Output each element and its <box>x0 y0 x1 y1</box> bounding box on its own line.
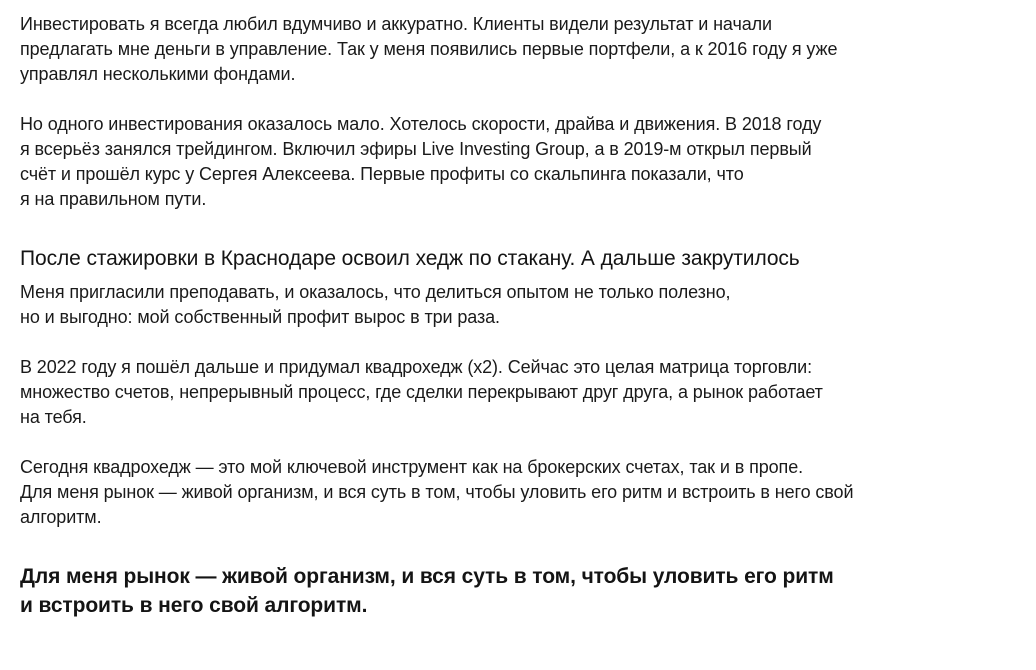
section-paragraph-1 <box>20 280 1020 330</box>
intro-paragraph-2 <box>20 112 1020 212</box>
text-line: Меня пригласили преподавать, и оказалось, что делиться опытом не только полезно, <box>20 282 731 302</box>
paragraph-spacer <box>20 330 1020 355</box>
quote-spacer <box>20 530 1020 562</box>
text-line: я на правильном пути. <box>20 189 207 209</box>
text-line: на тебя. <box>20 407 87 427</box>
text-line: я всерьёз занялся трейдингом. Включил эфиры Live Investing Group, а в 2019-м открыл первый <box>20 139 812 159</box>
text-line: множество счетов, непрерывный процесс, где сделки перекрывают друг друга, а рынок работает <box>20 382 823 402</box>
text-line: предлагать мне деньги в управление. Так у меня появились первые портфели, а к 2016 году я уже <box>20 39 838 59</box>
text-line: управлял несколькими фондами. <box>20 64 296 84</box>
text-line: алгоритм. <box>20 507 102 527</box>
section-paragraph-2 <box>20 355 1020 430</box>
section-heading: После стажировки в Краснодаре освоил хедж по стакану. А дальше закрутилось <box>20 247 800 270</box>
pull-quote <box>20 562 1020 620</box>
text-line: Инвестировать я всегда любил вдумчиво и аккуратно. Клиенты видели результат и начали <box>20 14 772 34</box>
text-line: Для меня рынок — живой организм, и вся суть в том, чтобы уловить его ритм и встроить в него свой <box>20 482 854 502</box>
quote-line: Для меня рынок — живой организм, и вся суть в том, чтобы уловить его ритм <box>20 565 834 588</box>
intro-paragraph-1 <box>20 12 1020 87</box>
text-line: Но одного инвестирования оказалось мало. Хотелось скорости, драйва и движения. В 2018 году <box>20 114 822 134</box>
text-line: В 2022 году я пошёл дальше и придумал квадрохедж (х2). Сейчас это целая матрица торговли: <box>20 357 812 377</box>
article-body <box>20 12 1020 620</box>
text-line: счёт и прошёл курс у Сергея Алексеева. Первые профиты со скальпинга показали, что <box>20 164 744 184</box>
paragraph-spacer <box>20 87 1020 112</box>
section-paragraph-3 <box>20 455 1020 530</box>
heading-spacer <box>20 273 1020 280</box>
text-line: Сегодня квадрохедж — это мой ключевой инструмент как на брокерских счетах, так и в пропе. <box>20 457 804 477</box>
paragraph-spacer <box>20 430 1020 455</box>
quote-line: и встроить в него свой алгоритм. <box>20 594 368 617</box>
text-line: но и выгодно: мой собственный профит вырос в три раза. <box>20 307 500 327</box>
section-spacer <box>20 212 1020 245</box>
